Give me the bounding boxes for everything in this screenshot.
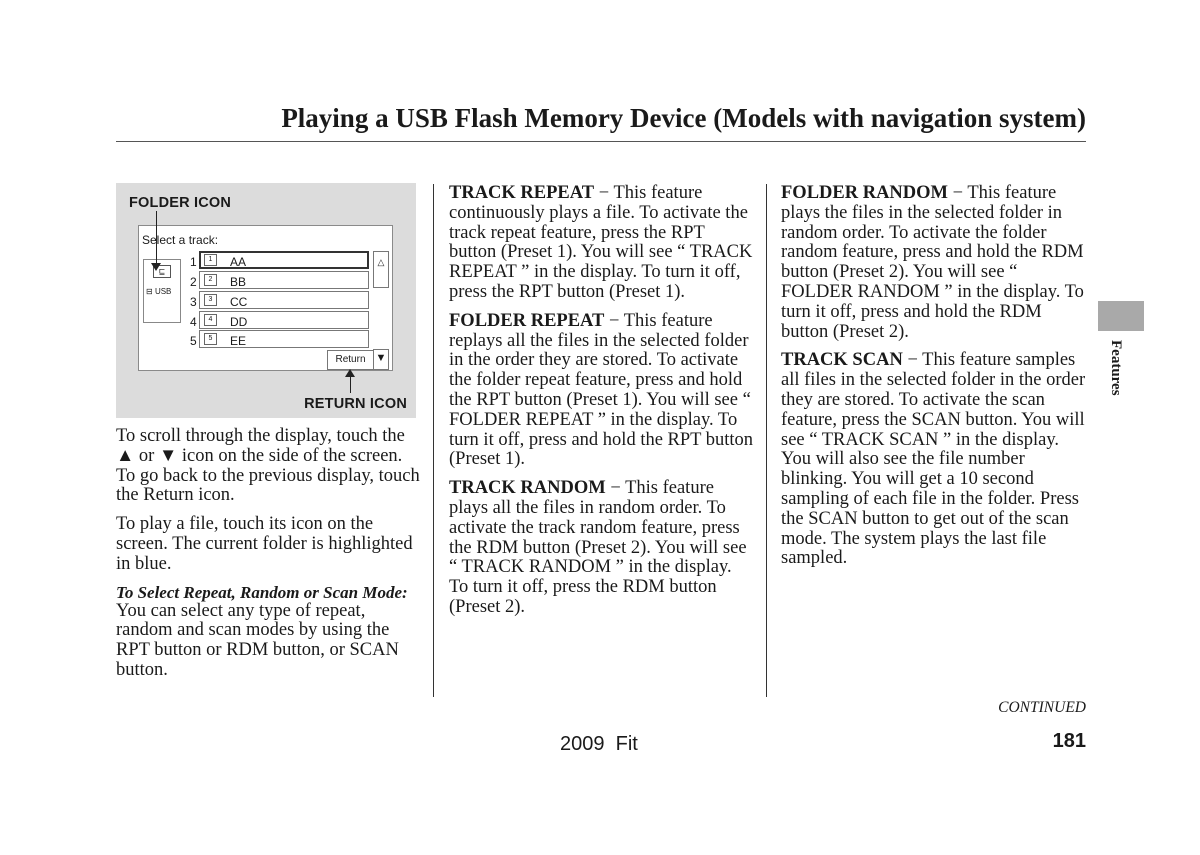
column-2 [449,184,755,627]
scroll-paragraph: To scroll through the display, touch the ▲ or ▼ icon on the side of the screen. To go back to the previous display, touch the Return icon. [116,426,420,506]
column-1 [116,183,422,690]
track-select-screen [138,225,393,371]
folder-random-section: FOLDER RANDOM − This feature plays the files in the selected folder in random order. To activate the folder random feature, press and hold the RDM button (Preset 2). You will see “ FOLDER RANDOM ” in the display. To turn it off, press and hold the RDM button (Preset 2). [781,183,1084,342]
track-name: CC [230,295,248,309]
mode-subheading: To Select Repeat, Random or Scan Mode: [116,582,408,602]
folder-repeat-section: FOLDER REPEAT − This feature replays all the files in the selected folder in the order they are stored. To activate the folder repeat feature, press and hold the RPT button (Preset 1). You will see “ FOLDER REPEAT ” in the display. To turn it off, press and hold the RPT button (Preset 1). [449,310,754,470]
page-number: 181 [1052,730,1086,752]
track-row-5[interactable]: 5 5 EE [199,330,369,348]
return-button[interactable]: Return [327,350,374,370]
track-name: EE [230,334,247,348]
section-label: Features [1108,340,1124,396]
title-rule [116,141,1086,142]
folder-repeat-term: FOLDER REPEAT [449,310,605,331]
track-row-3[interactable]: 3 3 CC [199,291,369,309]
track-repeat-term: TRACK REPEAT [449,183,595,203]
track-row-1[interactable]: 1 1 AA [199,251,369,269]
track-row-2[interactable]: 2 2 BB [199,271,369,289]
section-tab [1098,301,1144,331]
track-row-4[interactable]: 4 4 DD [199,311,369,329]
scroll-down-icon[interactable]: ▼ [373,349,389,370]
folder-callout-arrowhead [151,263,161,271]
file-icon: 5 [204,333,217,345]
column-divider-1 [433,184,434,697]
file-icon: 4 [204,314,217,326]
column-3 [781,184,1087,578]
folder-icon-label: FOLDER ICON [129,195,232,211]
usb-label: ⊟ USB [146,287,172,296]
footer-model: 2009 Fit [560,733,638,755]
column-divider-2 [766,184,767,697]
screen-title: Select a track: [142,233,219,247]
file-icon: 2 [204,274,217,286]
track-name: AA [230,255,247,269]
track-random-section: TRACK RANDOM − This feature plays all the files in random order. To activate the track random feature, press the RDM button (Preset 2). You will see “ TRACK RANDOM ” in the display. To turn it off, press the RDM button (Preset 2). [449,478,747,617]
track-scan-term: TRACK SCAN [781,350,903,371]
file-icon: 3 [204,294,217,306]
return-icon-label: RETURN ICON [304,396,407,412]
usb-panel[interactable] [143,259,181,323]
return-callout-arrowhead [345,369,355,377]
mode-paragraph: You can select any type of repeat, random and scan modes by using the RPT button or RDM button, or SCAN button. [116,600,399,680]
return-callout-line [350,377,351,393]
folder-callout-line [156,211,157,263]
usb-screen-figure [116,183,416,418]
continued-label: CONTINUED [998,699,1086,716]
track-scan-section: TRACK SCAN − This feature samples all files in the selected folder in the order they are stored. To activate the scan feature, press the SCAN button. You will see “ TRACK SCAN ” in the display. You will also see the file number blinking. You will get a 10 second sampling of each file in the folder. Press the SCAN button to get out of the scan mode. The system plays the last file sampled. [781,350,1086,569]
play-paragraph: To play a file, touch its icon on the screen. The current folder is highlighted in blue. [116,514,413,574]
file-icon: 1 [204,254,217,266]
track-random-term: TRACK RANDOM [449,478,606,499]
folder-random-term: FOLDER RANDOM [781,183,949,203]
scroll-up-icon[interactable]: △ [373,251,389,288]
folder-icon[interactable]: ⊑ [153,265,171,278]
page-title: Playing a USB Flash Memory Device (Models with navigation system) [281,103,1086,133]
track-name: DD [230,315,248,329]
track-name: BB [230,275,247,289]
track-repeat-section: TRACK REPEAT − This feature continuously plays a file. To activate the track repeat feature, press the RPT button (Preset 1). You will see “ TRACK REPEAT ” in the display. To turn it off, press the RPT button (Preset 1). [449,183,753,302]
